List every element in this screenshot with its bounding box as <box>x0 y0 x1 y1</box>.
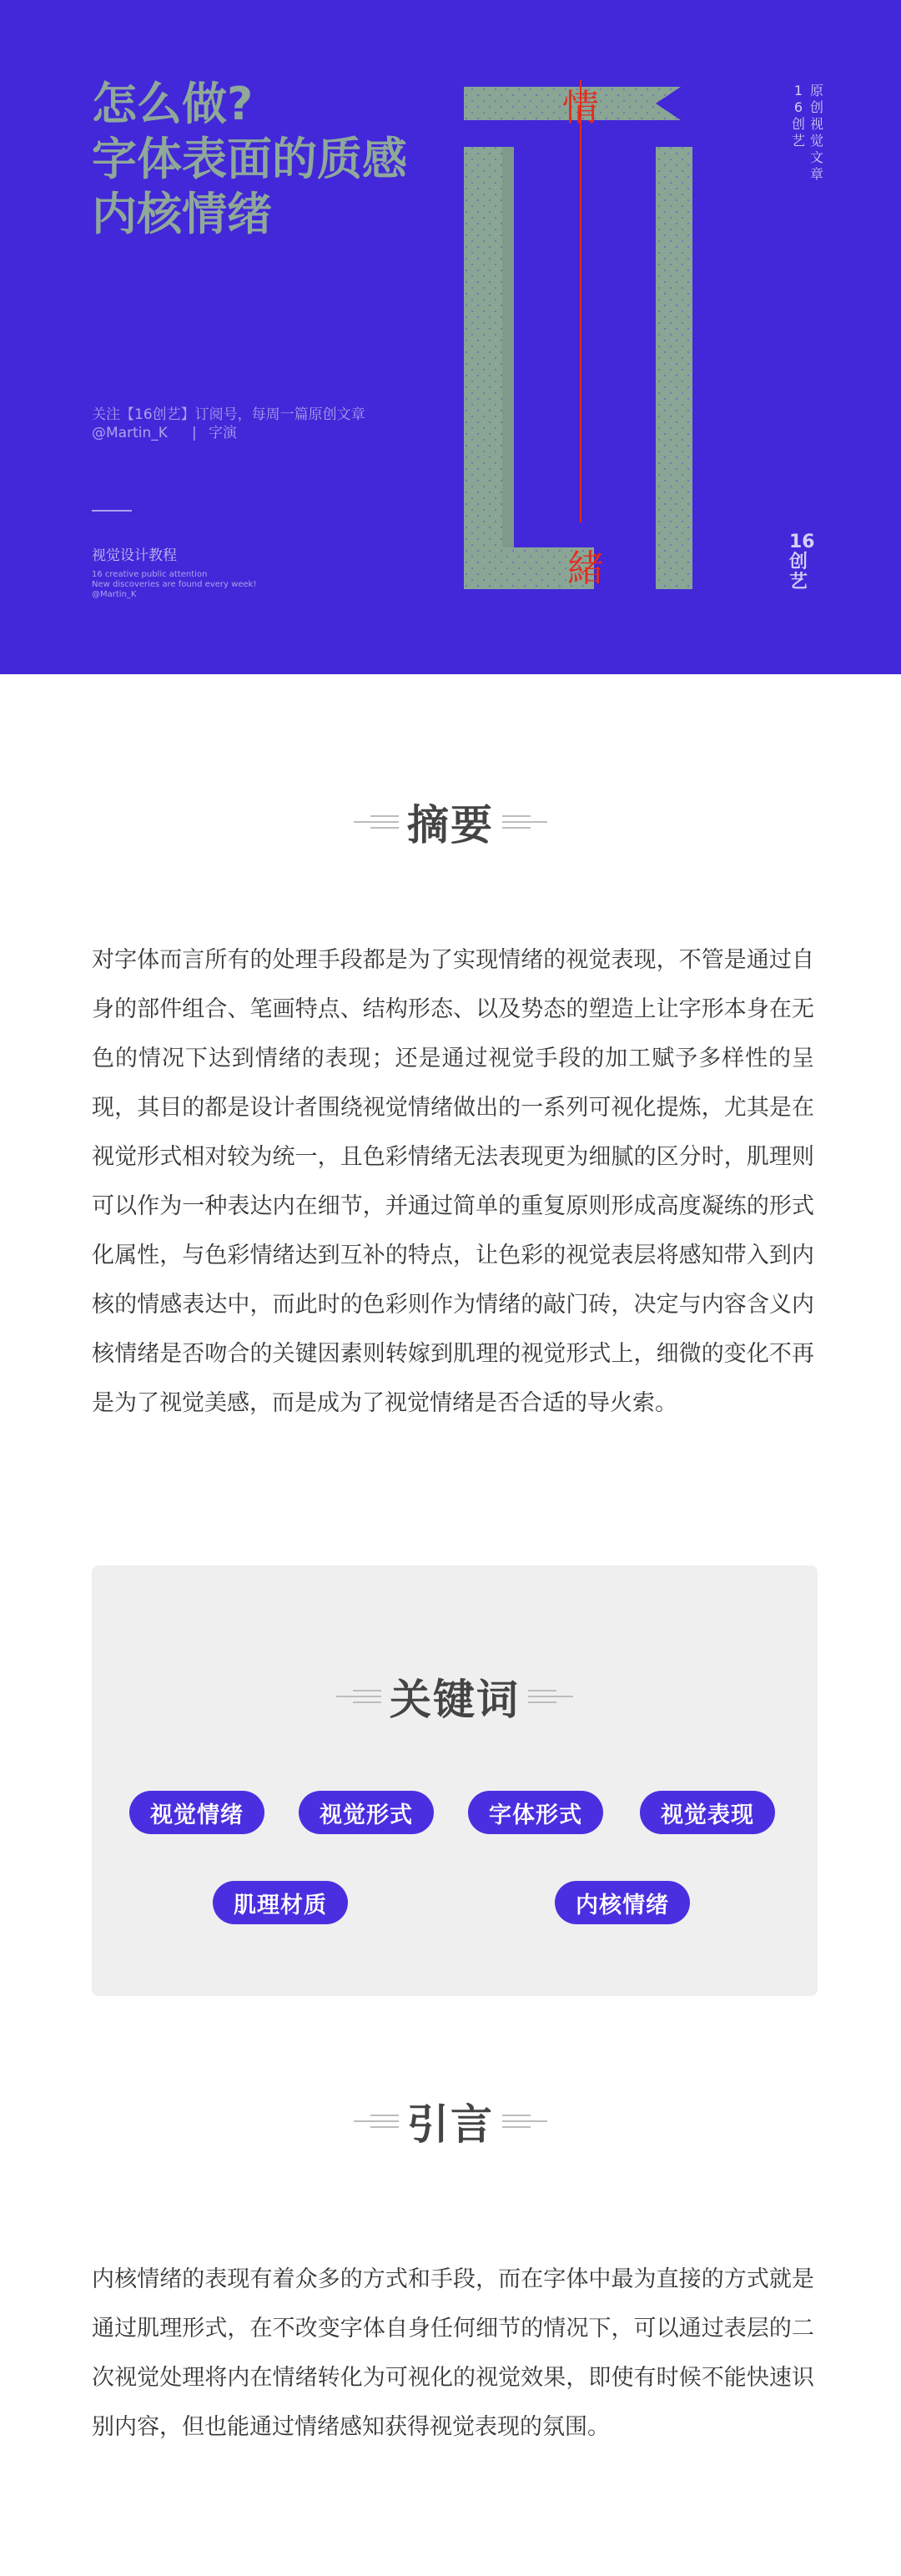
hero-title <box>92 77 407 242</box>
author-handle: @Martin_K <box>92 425 168 441</box>
v-char: 觉 <box>809 133 823 149</box>
intro-title: 引言 <box>407 2100 494 2149</box>
small-line-3: @Martin_K <box>92 590 137 599</box>
keyword-tag[interactable]: 视觉表现 <box>640 1791 775 1834</box>
hero-title-line-2: 字体表面的质感 <box>92 133 407 185</box>
keyword-tag[interactable]: 视觉形式 <box>299 1791 434 1834</box>
hero-typography-art <box>464 80 706 597</box>
intro-heading <box>0 2092 901 2150</box>
vertical-col-slogan <box>809 83 824 184</box>
keyword-tag[interactable]: 视觉情绪 <box>129 1791 264 1834</box>
heading-deco-right <box>502 815 547 829</box>
keyword-tag[interactable]: 字体形式 <box>468 1791 603 1834</box>
intro-text: 内核情绪的表现有着众多的方式和手段，而在字体中最为直接的方式就是通过肌理形式，在不改变字体自身任何细节的情况下，可以通过表层的二次视觉处理将内在情绪转化为可视化的视觉效果，即使有时候不能快速识别内容，但也能通过情绪感知获得视觉表现的氛围。 <box>92 2266 814 2440</box>
author-role: 字演 <box>209 425 237 441</box>
v-char: 原 <box>809 83 823 98</box>
v-char: 创 <box>809 99 823 115</box>
v-char: 1 <box>793 83 803 98</box>
heading-deco-left <box>354 2115 399 2128</box>
logo-part: 16 <box>789 532 815 552</box>
v-char: 6 <box>793 99 803 115</box>
author-separator: | <box>192 425 197 441</box>
v-char: 章 <box>809 166 823 182</box>
keyword-tag[interactable]: 肌理材质 <box>213 1881 348 1924</box>
v-char: 视 <box>809 116 823 132</box>
art-inner-bar <box>502 147 514 547</box>
vertical-tagline <box>791 83 824 184</box>
keywords-panel <box>92 1565 818 1996</box>
hero-small-print <box>92 570 256 600</box>
brand-logo <box>789 532 815 592</box>
abstract-heading <box>0 793 901 851</box>
hero-follow-info <box>92 406 365 442</box>
keywords-title: 关键词 <box>390 1675 520 1724</box>
heading-deco-right <box>528 1690 573 1703</box>
art-top-char: 情 <box>562 87 599 129</box>
vertical-col-brand <box>791 83 806 184</box>
art-left-bar <box>464 147 502 589</box>
keyword-tag[interactable]: 内核情绪 <box>555 1881 690 1924</box>
abstract-title: 摘要 <box>407 800 494 849</box>
keywords-heading <box>92 1667 818 1726</box>
art-right-bar <box>656 147 692 589</box>
hero-title-line-3: 内核情绪 <box>92 188 272 240</box>
small-line-1: 16 creative public attention <box>92 570 208 579</box>
v-char: 文 <box>809 149 823 165</box>
logo-part: 创 <box>789 552 808 572</box>
hero-title-line-1: 怎么做? <box>92 78 254 130</box>
heading-deco-left <box>336 1690 381 1703</box>
small-line-2: New discoveries are found every week! <box>92 580 257 589</box>
hero-divider <box>92 510 132 512</box>
heading-deco-right <box>502 2115 547 2128</box>
follow-line: 关注【16创艺】订阅号，每周一篇原创文章 <box>92 406 365 423</box>
art-bottom-char: 緒 <box>567 547 604 590</box>
logo-part: 艺 <box>789 572 808 592</box>
hero-banner <box>0 0 901 674</box>
abstract-text: 对字体而言所有的处理手段都是为了实现情绪的视觉表现，不管是通过自身的部件组合、笔画特点、结构形态、以及势态的塑造上让字形本身在无色的情况下达到情绪的表现；还是通过视觉手段的加工赋予多样性的呈现，其目的都是设计者围绕视觉情绪做出的一系列可视化提炼，尤其是在视觉形式相对较为统一，且色彩情绪无法表现更为细腻的区分时，肌理则可以作为一种表达内在细节，并通过简单的重复原则形成高度凝练的形式化属性，与色彩情绪达到互补的特点，让色彩的视觉表层将感知带入到内核的情感表达中，而此时的色彩则作为情绪的敲门砖，决定与内容含义内核情绪是否吻合的关键因素则转嫁到肌理的视觉形式上，细微的变化不再是为了视觉美感，而是成为了视觉情绪是否合适的导火索。 <box>92 947 814 1416</box>
heading-deco-left <box>354 815 399 829</box>
v-char: 创 <box>791 116 805 132</box>
course-label: 视觉设计教程 <box>92 547 177 564</box>
v-char: 艺 <box>791 133 805 149</box>
